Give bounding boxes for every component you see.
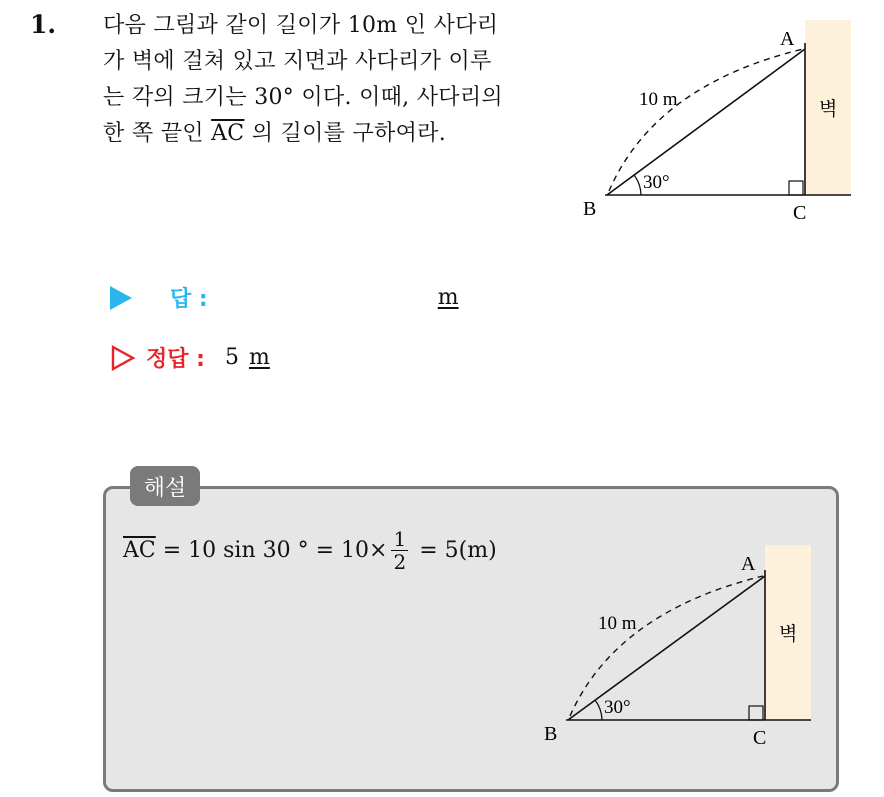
point-a-label: A [780,28,795,50]
ladder-arc [609,49,803,191]
solution-point-a-label: A [741,553,756,575]
question-number: 1. [30,10,57,39]
correct-value: 5 [224,345,239,370]
solution-ladder-arc [570,576,763,716]
solution-point-c-label: C [753,727,767,749]
solution-point-b-label: B [544,723,558,745]
fraction-denominator: 2 [393,550,407,574]
length-label: 10 m [639,89,678,110]
question-text [103,8,563,152]
question-line-2: 가 벽에 걸쳐 있고 지면과 사다리가 이루 [103,49,492,74]
solution-angle-arc [595,700,602,720]
solution-formula [123,528,497,573]
fraction-numerator: 1 [393,527,407,551]
right-angle-mark [789,181,803,195]
solution-tag: 해설 [130,466,200,506]
ladder-figure [575,15,865,230]
point-b-label: B [583,198,597,220]
answer-row [110,282,459,313]
solution-eq-part1: = 10 sin 30 ° = 10× [155,538,388,563]
question-line-4: 한 쪽 끝인 $\overline{AC}$ 의 길이를 구하여라. [103,121,447,146]
wall-label: 벽 [819,99,838,120]
angle-arc [634,175,641,195]
answer-unit: m [437,285,459,310]
solution-right-angle-mark [749,706,763,720]
point-c-label: C [793,202,807,224]
play-triangle-icon [110,286,132,310]
segment-ac: $\overline{AC}$ [211,121,245,146]
correct-answer-row [110,342,270,373]
solution-ladder-figure [540,540,830,755]
ladder-line [607,49,805,195]
solution-ladder-line [568,576,765,720]
fraction [391,528,408,573]
angle-label: 30° [643,172,670,193]
solution-segment-ac: $\overline{AC}$ [123,538,156,563]
question-line-1: 다음 그림과 같이 길이가 10m 인 사다리 [103,13,499,38]
correct-label: 정답 : [146,347,205,372]
solution-wall-label: 벽 [779,624,798,645]
correct-unit: m [248,345,270,370]
solution-eq-part2: = 5(m) [412,538,497,563]
question-line-3: 는 각의 크기는 30° 이다. 이때, 사다리의 [103,85,503,110]
solution-angle-label: 30° [604,697,631,718]
answer-label: 답 : [170,287,208,312]
solution-length-label: 10 m [598,613,637,634]
outline-triangle-icon [110,345,136,371]
